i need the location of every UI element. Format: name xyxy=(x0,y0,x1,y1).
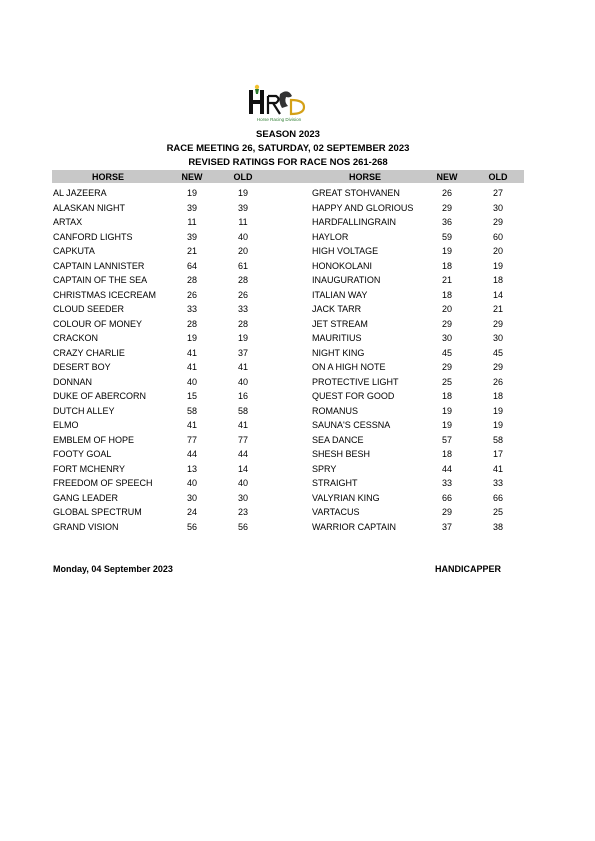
old-rating: 26 xyxy=(492,376,503,387)
horse-name: VARTACUS xyxy=(312,507,360,517)
right-ratings-table xyxy=(312,186,529,534)
table-row xyxy=(53,520,274,535)
new-rating: 77 xyxy=(186,434,197,445)
old-rating: 60 xyxy=(492,231,503,242)
table-row xyxy=(53,476,274,491)
old-rating: 14 xyxy=(492,289,503,300)
new-rating: 33 xyxy=(441,478,452,488)
table-row xyxy=(312,418,529,433)
table-row xyxy=(53,317,274,332)
new-rating: 28 xyxy=(186,318,197,329)
horse-name: CAPKUTA xyxy=(53,246,95,256)
old-rating: 41 xyxy=(492,463,503,474)
table-row xyxy=(312,476,529,491)
table-row xyxy=(53,360,274,375)
left-old-header: OLD xyxy=(233,172,253,182)
new-rating: 24 xyxy=(186,507,197,517)
new-rating: 15 xyxy=(186,391,197,401)
old-rating: 40 xyxy=(237,478,248,488)
old-rating: 28 xyxy=(237,275,248,285)
table-row xyxy=(312,389,529,404)
old-rating: 45 xyxy=(492,347,503,358)
table-row xyxy=(312,215,529,230)
old-rating: 19 xyxy=(492,420,503,430)
table-row xyxy=(312,404,529,419)
old-rating: 21 xyxy=(492,304,503,314)
new-rating: 29 xyxy=(441,507,452,517)
new-rating: 39 xyxy=(186,231,197,242)
table-row xyxy=(53,186,274,201)
table-row xyxy=(53,346,274,361)
new-rating: 20 xyxy=(441,304,452,314)
horse-name: WARRIOR CAPTAIN xyxy=(312,521,397,532)
horse-name: SAUNA'S CESSNA xyxy=(312,420,391,430)
table-row xyxy=(312,433,529,448)
new-rating: 21 xyxy=(441,275,452,285)
horse-name: STRAIGHT xyxy=(312,478,358,488)
new-rating: 58 xyxy=(186,405,197,416)
footer-handicapper: HANDICAPPER xyxy=(435,564,502,574)
old-rating: 66 xyxy=(492,492,503,503)
new-rating: 18 xyxy=(441,260,452,271)
new-rating: 19 xyxy=(441,246,452,256)
horse-name: QUEST FOR GOOD xyxy=(312,391,395,401)
horse-name: GANG LEADER xyxy=(53,492,119,503)
table-row xyxy=(53,215,274,230)
horse-name: GRAND VISION xyxy=(53,521,119,532)
old-rating: 33 xyxy=(492,478,503,488)
old-rating: 29 xyxy=(492,362,503,372)
table-row xyxy=(312,230,529,245)
table-row xyxy=(53,375,274,390)
table-row xyxy=(53,462,274,477)
new-rating: 11 xyxy=(187,217,197,227)
old-rating: 30 xyxy=(492,333,503,343)
new-rating: 40 xyxy=(186,478,197,488)
revised-ratings-heading: REVISED RATINGS FOR RACE NOS 261-268 xyxy=(188,157,388,168)
table-row xyxy=(312,491,529,506)
horse-name: MAURITIUS xyxy=(312,333,362,343)
left-horse-header: HORSE xyxy=(91,172,124,182)
horse-name: SEA DANCE xyxy=(312,434,364,445)
new-rating: 29 xyxy=(441,318,452,329)
horse-name: HAYLOR xyxy=(312,231,349,242)
old-rating: 40 xyxy=(237,376,248,387)
table-row xyxy=(53,259,274,274)
new-rating: 64 xyxy=(186,260,197,271)
horse-name: ELMO xyxy=(53,420,79,430)
table-row xyxy=(312,201,529,216)
old-rating: 44 xyxy=(237,449,248,459)
table-row xyxy=(312,360,529,375)
horse-name: CAPTAIN LANNISTER xyxy=(53,260,145,271)
left-new-header: NEW xyxy=(181,172,203,182)
horse-name: CANFORD LIGHTS xyxy=(53,231,133,242)
new-rating: 19 xyxy=(441,420,452,430)
horse-name: DUTCH ALLEY xyxy=(53,405,115,416)
footer-date: Monday, 04 September 2023 xyxy=(53,564,173,574)
table-row xyxy=(53,288,274,303)
table-row xyxy=(53,201,274,216)
new-rating: 19 xyxy=(441,405,452,416)
horse-name: GLOBAL SPECTRUM xyxy=(53,507,142,517)
old-rating: 30 xyxy=(492,202,503,213)
horse-name: ON A HIGH NOTE xyxy=(312,362,386,372)
horse-name: HIGH VOLTAGE xyxy=(312,246,379,256)
new-rating: 18 xyxy=(441,289,452,300)
old-rating: 28 xyxy=(237,318,248,329)
new-rating: 26 xyxy=(186,289,197,300)
old-rating: 16 xyxy=(237,391,248,401)
new-rating: 40 xyxy=(186,376,197,387)
old-rating: 19 xyxy=(492,260,503,271)
race-meeting-heading: RACE MEETING 26, SATURDAY, 02 SEPTEMBER 2023 xyxy=(166,143,410,154)
horse-name: CLOUD SEEDER xyxy=(53,304,125,314)
table-row xyxy=(53,505,274,520)
horse-name: ALASKAN NIGHT xyxy=(53,202,126,213)
old-rating: 19 xyxy=(237,188,248,198)
table-row xyxy=(312,505,529,520)
old-rating: 19 xyxy=(237,333,248,343)
season-heading: SEASON 2023 xyxy=(256,129,320,140)
new-rating: 25 xyxy=(441,376,452,387)
new-rating: 18 xyxy=(441,449,452,459)
horse-name: FREEDOM OF SPEECH xyxy=(53,478,153,488)
table-row xyxy=(312,186,529,201)
new-rating: 19 xyxy=(186,188,197,198)
table-row xyxy=(312,302,529,317)
horse-name: DESERT BOY xyxy=(53,362,111,372)
new-rating: 29 xyxy=(441,362,452,372)
old-rating: 40 xyxy=(237,231,248,242)
right-old-header: OLD xyxy=(488,172,508,182)
old-rating: 58 xyxy=(492,434,503,445)
new-rating: 41 xyxy=(186,347,197,358)
left-ratings-table xyxy=(53,186,274,534)
old-rating: 20 xyxy=(492,246,503,256)
new-rating: 30 xyxy=(441,333,452,343)
table-row xyxy=(53,302,274,317)
new-rating: 36 xyxy=(441,217,452,227)
table-row xyxy=(312,331,529,346)
table-row xyxy=(312,462,529,477)
old-rating: 25 xyxy=(492,507,503,517)
horse-name: JET STREAM xyxy=(312,318,368,329)
horse-name: AL JAZEERA xyxy=(53,188,107,198)
table-row xyxy=(312,259,529,274)
horse-name: COLOUR OF MONEY xyxy=(53,318,143,329)
table-row xyxy=(312,317,529,332)
horse-name: CAPTAIN OF THE SEA xyxy=(53,275,148,285)
horse-name: ROMANUS xyxy=(312,405,359,416)
old-rating: 27 xyxy=(492,188,503,198)
new-rating: 18 xyxy=(441,391,452,401)
right-new-header: NEW xyxy=(436,172,458,182)
table-row xyxy=(53,230,274,245)
horse-name: SPRY xyxy=(312,463,337,474)
table-row xyxy=(53,273,274,288)
old-rating: 29 xyxy=(492,318,503,329)
new-rating: 59 xyxy=(441,231,452,242)
new-rating: 66 xyxy=(441,492,452,503)
old-rating: 14 xyxy=(237,463,248,474)
old-rating: 38 xyxy=(492,521,503,532)
old-rating: 39 xyxy=(237,202,248,213)
new-rating: 56 xyxy=(186,521,197,532)
old-rating: 61 xyxy=(237,260,248,271)
horse-name: VALYRIAN KING xyxy=(312,492,380,503)
right-horse-header: HORSE xyxy=(348,172,381,182)
new-rating: 39 xyxy=(186,202,197,213)
new-rating: 21 xyxy=(186,246,197,256)
table-row xyxy=(312,273,529,288)
horse-name: CRAZY CHARLIE xyxy=(53,347,125,358)
new-rating: 28 xyxy=(186,275,197,285)
old-rating: 11 xyxy=(238,217,248,227)
horse-name: HAPPY AND GLORIOUS xyxy=(312,202,414,213)
old-rating: 26 xyxy=(237,289,248,300)
horse-name: HONOKOLANI xyxy=(312,260,373,271)
table-row xyxy=(53,331,274,346)
old-rating: 56 xyxy=(237,521,248,532)
logo-subtitle: Horse Racing Division xyxy=(256,117,302,122)
new-rating: 44 xyxy=(441,463,452,474)
table-row xyxy=(53,447,274,462)
new-rating: 19 xyxy=(186,333,197,343)
table-row xyxy=(312,288,529,303)
new-rating: 44 xyxy=(186,449,197,459)
table-row xyxy=(53,404,274,419)
old-rating: 30 xyxy=(237,492,248,503)
old-rating: 41 xyxy=(237,420,248,430)
horse-name: HARDFALLINGRAIN xyxy=(312,217,397,227)
horse-name: SHESH BESH xyxy=(312,449,371,459)
table-row xyxy=(312,447,529,462)
table-row xyxy=(312,375,529,390)
old-rating: 37 xyxy=(237,347,248,358)
horse-name: ITALIAN WAY xyxy=(312,289,368,300)
table-row xyxy=(53,491,274,506)
table-row xyxy=(312,520,529,535)
old-rating: 20 xyxy=(237,246,248,256)
new-rating: 33 xyxy=(186,304,197,314)
old-rating: 29 xyxy=(492,217,503,227)
horse-name: FOOTY GOAL xyxy=(53,449,112,459)
new-rating: 13 xyxy=(186,463,197,474)
horse-name: EMBLEM OF HOPE xyxy=(53,434,135,445)
old-rating: 17 xyxy=(492,449,503,459)
table-row xyxy=(53,244,274,259)
horse-name: INAUGURATION xyxy=(312,275,381,285)
new-rating: 26 xyxy=(441,188,452,198)
table-row xyxy=(53,389,274,404)
old-rating: 19 xyxy=(492,405,503,416)
horse-name: DONNAN xyxy=(53,376,93,387)
new-rating: 37 xyxy=(441,521,452,532)
new-rating: 45 xyxy=(441,347,452,358)
new-rating: 41 xyxy=(186,362,197,372)
horse-name: PROTECTIVE LIGHT xyxy=(312,376,399,387)
new-rating: 29 xyxy=(441,202,452,213)
horse-name: CHRISTMAS ICECREAM xyxy=(53,289,157,300)
old-rating: 33 xyxy=(237,304,248,314)
horse-name: FORT MCHENRY xyxy=(53,463,126,474)
horse-name: DUKE OF ABERCORN xyxy=(53,391,147,401)
old-rating: 58 xyxy=(237,405,248,416)
new-rating: 41 xyxy=(186,420,197,430)
horse-name: ARTAX xyxy=(53,217,83,227)
old-rating: 18 xyxy=(492,391,503,401)
table-row xyxy=(53,418,274,433)
horse-name: NIGHT KING xyxy=(312,347,365,358)
table-row xyxy=(312,244,529,259)
table-row xyxy=(53,433,274,448)
old-rating: 23 xyxy=(237,507,248,517)
horse-name: CRACKON xyxy=(53,333,99,343)
old-rating: 77 xyxy=(237,434,248,445)
old-rating: 18 xyxy=(492,275,503,285)
new-rating: 57 xyxy=(441,434,452,445)
table-row xyxy=(312,346,529,361)
horse-name: JACK TARR xyxy=(312,304,362,314)
old-rating: 41 xyxy=(237,362,248,372)
horse-name: GREAT STOHVANEN xyxy=(312,188,400,198)
new-rating: 30 xyxy=(186,492,197,503)
